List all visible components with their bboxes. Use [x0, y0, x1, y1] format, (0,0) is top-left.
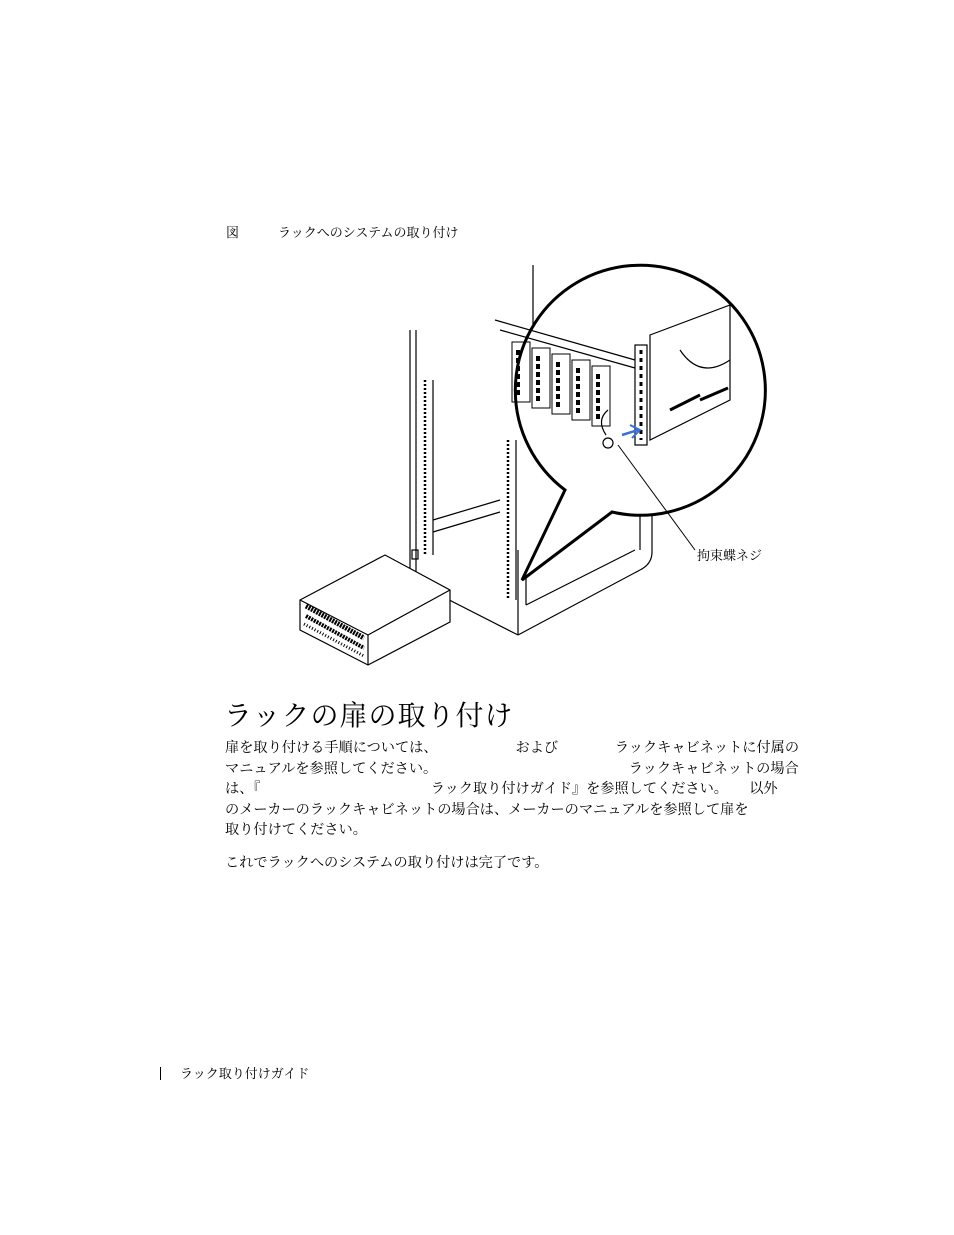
figure-caption-text: ラックへのシステムの取り付け: [278, 226, 459, 241]
paragraph-line: 取り付けてください。: [225, 822, 367, 838]
paragraph-line: は、『 ラック取り付けガイド』を参照してください。 以外: [225, 781, 778, 797]
figure-caption: [226, 222, 458, 241]
page-footer: [160, 1063, 309, 1082]
magnified-detail-inset: [495, 265, 765, 580]
figure-label: 図: [226, 226, 240, 241]
body-paragraph-2: これでラックへのシステムの取り付けは完了です。: [225, 855, 549, 871]
callout-captive-thumbscrew: 拘束蝶ネジ: [697, 549, 763, 564]
server-unit: [300, 555, 450, 665]
footer-title: ラック取り付けガイド: [180, 1067, 310, 1082]
footer-divider: [160, 1067, 161, 1080]
rack-installation-illustration: [290, 250, 810, 670]
body-paragraph-1: [225, 738, 815, 841]
paragraph-line: 扉を取り付ける手順については、 および ラックキャビネットに付属の: [225, 740, 800, 756]
paragraph-line: マニュアルを参照してください。 ラックキャビネットの場合: [225, 760, 799, 777]
section-heading: ラックの扉の取り付け: [224, 699, 514, 732]
paragraph-line: のメーカーのラックキャビネットの場合は、メーカーのマニュアルを参照して扉を: [225, 801, 749, 818]
